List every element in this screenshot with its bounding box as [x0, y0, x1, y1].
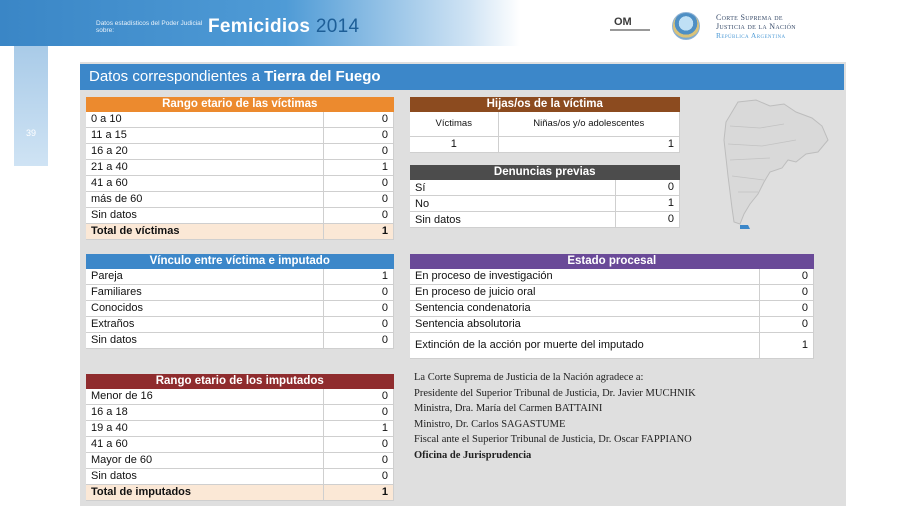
total-row	[86, 485, 394, 501]
table-row	[86, 301, 394, 317]
table-row	[86, 176, 394, 192]
row-value: 0	[324, 453, 394, 469]
ack-minister-sagastume: Ministro, Dr. Carlos SAGASTUME	[414, 418, 566, 430]
row-label: más de 60	[86, 192, 324, 208]
argentina-map-icon	[700, 96, 836, 230]
table-row	[86, 333, 394, 349]
row-label: Menor de 16	[86, 389, 324, 405]
row-label: 0 a 10	[86, 112, 324, 128]
header-title-main: Femicidios	[208, 16, 311, 37]
table-row	[86, 469, 394, 485]
table-row	[410, 196, 680, 212]
children-title: Hijas/os de la víctima	[410, 97, 680, 112]
ack-president: Presidente del Superior Tribunal de Justicia, Dr. Javier MUCHNIK	[414, 387, 696, 399]
row-label: Pareja	[86, 269, 324, 285]
section-title-prefix: Datos correspondientes a	[89, 68, 265, 85]
row-label: Sin datos	[86, 333, 324, 349]
row-value: 0	[760, 269, 814, 285]
relationship-title: Vínculo entre víctima e imputado	[86, 254, 394, 269]
table-row	[86, 389, 394, 405]
row-label: 19 a 40	[86, 421, 324, 437]
row-label: Sentencia condenatoria	[410, 301, 760, 317]
row-value: 0	[324, 208, 394, 224]
row-value: 1	[324, 421, 394, 437]
table-row	[86, 437, 394, 453]
total-label: Total de víctimas	[86, 224, 324, 240]
ack-office: Oficina de Jurisprudencia	[414, 449, 532, 461]
header-title-year: 2014	[315, 16, 360, 37]
row-value: 0	[760, 285, 814, 301]
row-label: Sentencia absolutoria	[410, 317, 760, 333]
children-table	[410, 97, 680, 153]
relationship-table	[86, 254, 394, 349]
section-title	[80, 64, 844, 90]
header-subtitle: Datos estadísticos del Poder Judicial sobre:	[96, 20, 203, 34]
row-label: No	[410, 196, 616, 212]
side-strip	[14, 46, 48, 166]
row-value: 0	[324, 112, 394, 128]
page-number: 39	[25, 128, 36, 138]
court-name-line3: República Argentina	[716, 31, 786, 40]
table-row	[86, 317, 394, 333]
row-label: Conocidos	[86, 301, 324, 317]
row-value: 1	[760, 333, 814, 359]
table-row	[86, 208, 394, 224]
procedural-title: Estado procesal	[410, 254, 814, 269]
table-row	[86, 112, 394, 128]
col-victims: Víctimas	[410, 112, 498, 136]
table-row	[86, 421, 394, 437]
row-label: Mayor de 60	[86, 453, 324, 469]
table-row	[410, 269, 814, 285]
row-label: Extinción de la acción por muerte del imputado	[410, 333, 760, 359]
row-value: 0	[616, 212, 680, 228]
table-row	[86, 285, 394, 301]
row-label: 16 a 18	[86, 405, 324, 421]
victim-age-table	[86, 97, 394, 240]
acknowledgements	[414, 372, 814, 465]
col-children: Niñas/os y/o adolescentes	[498, 112, 680, 136]
table-row	[410, 212, 680, 228]
table-row	[86, 269, 394, 285]
total-label: Total de imputados	[86, 485, 324, 501]
prior-reports-title: Denuncias previas	[410, 165, 680, 180]
row-value: 1	[324, 269, 394, 285]
row-value: 0	[760, 301, 814, 317]
row-value: 0	[324, 176, 394, 192]
row-value: 0	[324, 285, 394, 301]
table-row	[86, 453, 394, 469]
total-value: 1	[324, 485, 394, 501]
om-logo-underline	[610, 29, 650, 31]
total-row	[86, 224, 394, 240]
om-logo: OM	[614, 16, 632, 28]
row-value: 0	[324, 317, 394, 333]
row-value: 0	[324, 389, 394, 405]
row-value: 0	[324, 405, 394, 421]
row-label: Familiares	[86, 285, 324, 301]
row-value: 0	[324, 192, 394, 208]
table-row	[410, 333, 814, 359]
row-value: 1	[616, 196, 680, 212]
children-value: 1	[498, 136, 680, 152]
row-value: 0	[324, 469, 394, 485]
header-title	[208, 16, 359, 38]
row-label: Sin datos	[86, 469, 324, 485]
table-row	[86, 144, 394, 160]
map-argentina-outline	[724, 100, 828, 224]
row-label: Sin datos	[86, 208, 324, 224]
row-value: 0	[324, 301, 394, 317]
procedural-status-table	[410, 254, 814, 359]
page-header	[0, 0, 900, 46]
row-value: 0	[324, 128, 394, 144]
row-value: 0	[760, 317, 814, 333]
row-label: Sin datos	[410, 212, 616, 228]
table-row	[86, 160, 394, 176]
row-label: En proceso de investigación	[410, 269, 760, 285]
argentina-seal-icon	[672, 12, 700, 40]
row-label: 21 a 40	[86, 160, 324, 176]
table-header-row	[410, 112, 680, 136]
row-value: 0	[324, 437, 394, 453]
row-value: 0	[324, 333, 394, 349]
victims-value: 1	[410, 136, 498, 152]
table-row	[410, 180, 680, 196]
ack-minister-battaini: Ministra, Dra. María del Carmen BATTAINI	[414, 403, 603, 414]
court-name-line1: Corte Suprema de	[716, 13, 783, 22]
row-label: Sí	[410, 180, 616, 196]
row-label: Extraños	[86, 317, 324, 333]
row-label: 11 a 15	[86, 128, 324, 144]
victim-age-title: Rango etario de las víctimas	[86, 97, 394, 112]
total-value: 1	[324, 224, 394, 240]
ack-prosecutor: Fiscal ante el Superior Tribunal de Justicia, Dr. Oscar FAPPIANO	[414, 434, 692, 445]
row-label: 16 a 20	[86, 144, 324, 160]
accused-age-title: Rango etario de los imputados	[86, 374, 394, 389]
row-value: 0	[616, 180, 680, 196]
section-title-province: Tierra del Fuego	[264, 68, 381, 85]
ack-intro: La Corte Suprema de Justicia de la Nación agradece a:	[414, 372, 644, 383]
court-name-line2: Justicia de la Nación	[716, 22, 796, 31]
table-row	[410, 136, 680, 152]
row-value: 1	[324, 160, 394, 176]
accused-age-table	[86, 374, 394, 501]
table-row	[410, 317, 814, 333]
table-row	[410, 301, 814, 317]
row-label: 41 a 60	[86, 437, 324, 453]
row-value: 0	[324, 144, 394, 160]
row-label: En proceso de juicio oral	[410, 285, 760, 301]
table-row	[410, 285, 814, 301]
map-tierra-del-fuego	[740, 225, 750, 229]
table-row	[86, 192, 394, 208]
table-row	[86, 405, 394, 421]
table-row	[86, 128, 394, 144]
row-label: 41 a 60	[86, 176, 324, 192]
prior-reports-table	[410, 165, 680, 228]
